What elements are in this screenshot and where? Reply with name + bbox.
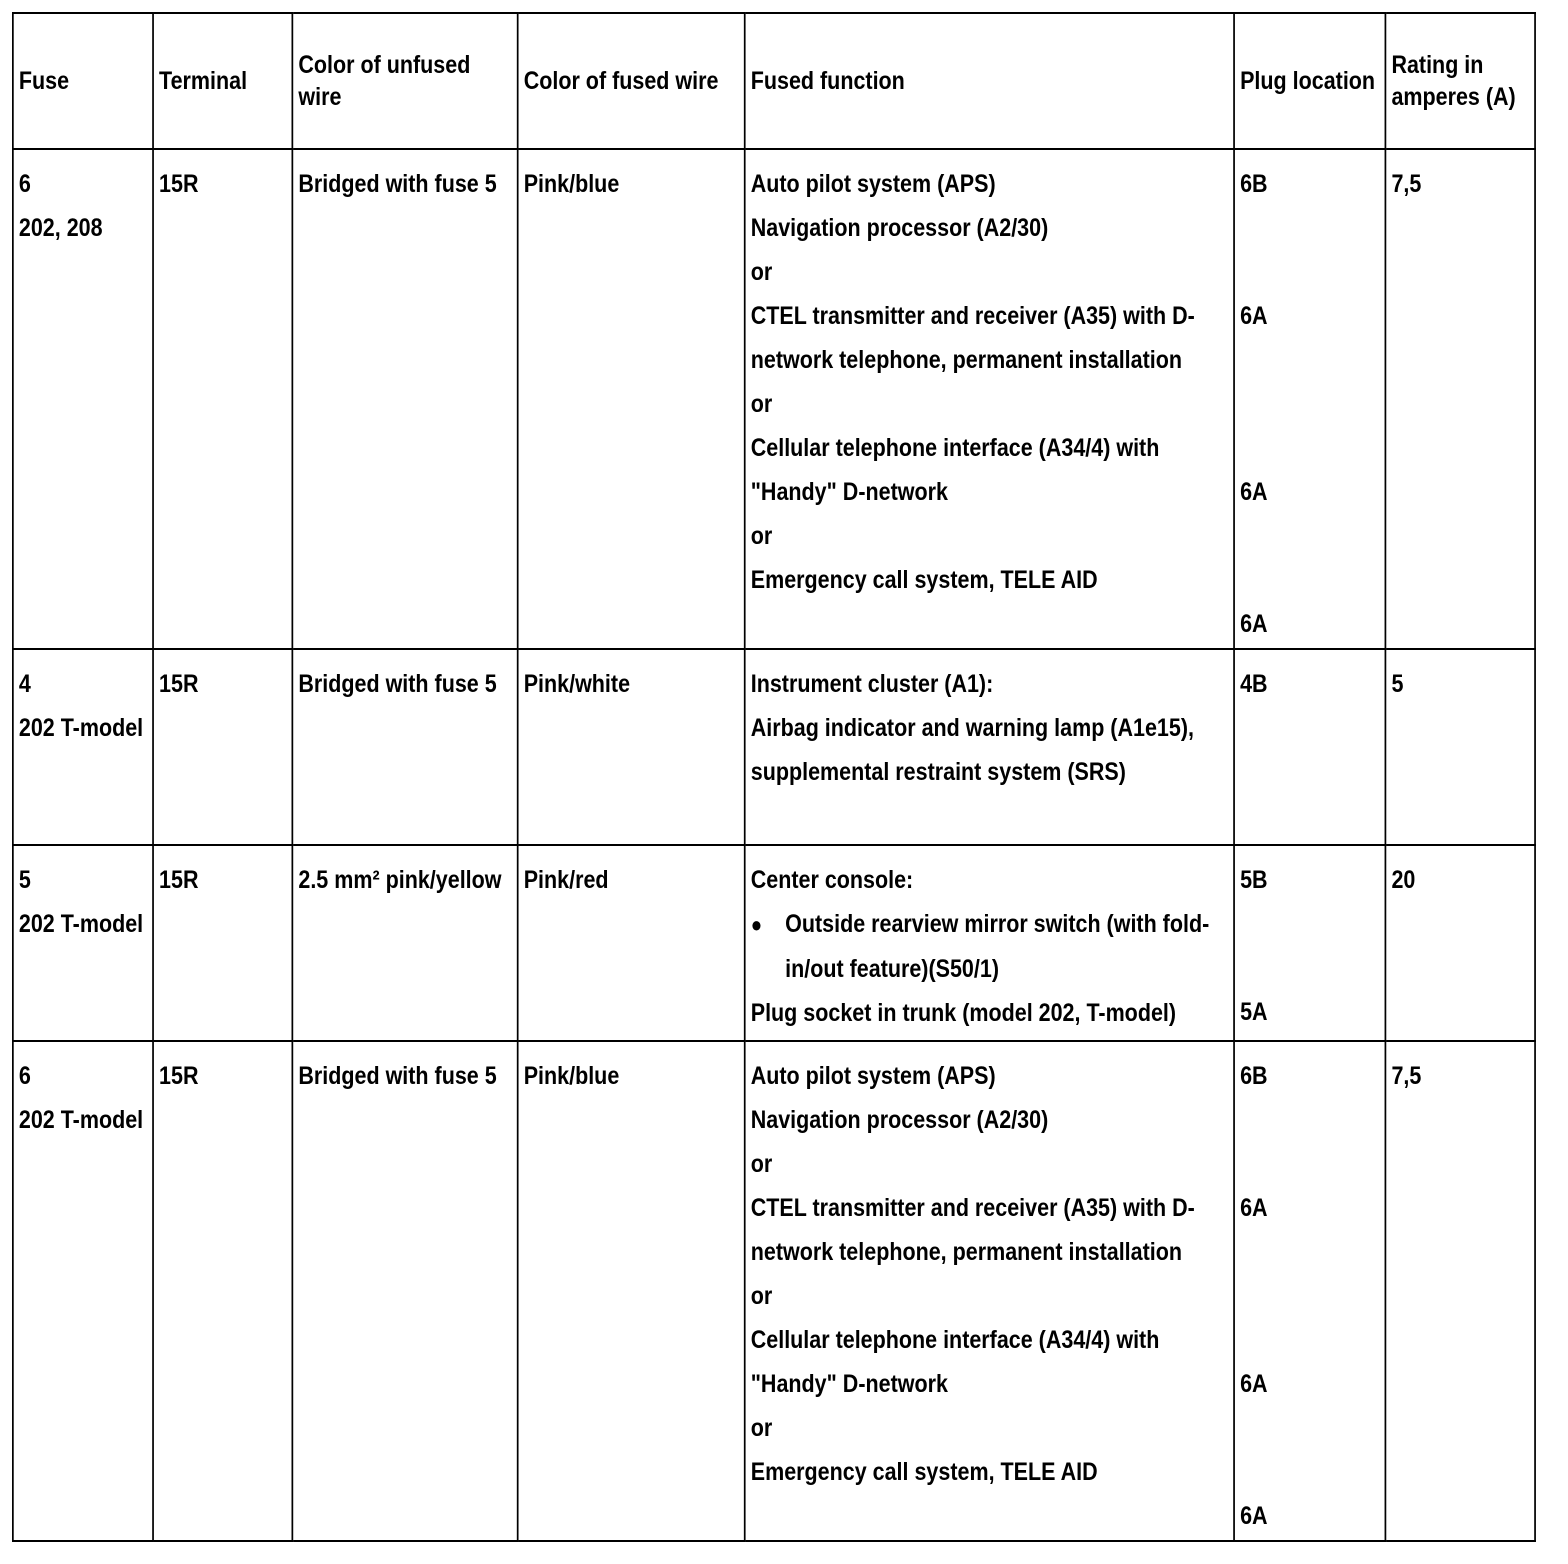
function-line: or	[750, 522, 773, 550]
function-line: CTEL transmitter and receiver (A35) with D-network telephone, permanent installation	[750, 1194, 1195, 1266]
fuse-model: 202 T-model	[18, 910, 144, 938]
function-line: or	[750, 258, 773, 286]
function-line: or	[750, 1414, 773, 1442]
function-line: CTEL transmitter and receiver (A35) with D-network telephone, permanent installation	[750, 302, 1195, 374]
header-fused-function: Fused function	[745, 13, 1234, 149]
plug-value: 6A	[1240, 1194, 1268, 1222]
plug-value: 6A	[1240, 302, 1268, 330]
fused-function-cell	[745, 845, 1234, 1041]
table-row	[13, 649, 1535, 845]
function-line: Navigation processor (A2/30)	[750, 1106, 1049, 1134]
rating-cell: 7,5	[1385, 149, 1535, 649]
header-fuse: Fuse	[13, 13, 153, 149]
function-line: Navigation processor (A2/30)	[750, 214, 1049, 242]
fuse-model: 202, 208	[18, 214, 103, 242]
plug-location-cell	[1234, 149, 1385, 649]
function-line: Airbag indicator and warning lamp (A1e15), supplemental restraint system (SRS)	[750, 714, 1194, 786]
table-header-row	[13, 13, 1535, 149]
fused-wire-cell: Pink/blue	[518, 1041, 745, 1541]
plug-location-cell	[1234, 649, 1385, 845]
plug-value: 6B	[1240, 170, 1268, 198]
function-line: or	[750, 390, 773, 418]
plug-value: 6A	[1240, 610, 1268, 638]
header-fused-wire: Color of fused wire	[518, 13, 745, 149]
header-plug-location: Plug location	[1234, 13, 1385, 149]
function-line: Emergency call system, TELE AID	[750, 1458, 1098, 1486]
fuse-number: 4	[18, 670, 31, 698]
function-line: Auto pilot system (APS)	[750, 170, 996, 198]
unfused-wire-cell: 2.5 mm² pink/yellow	[292, 845, 517, 1041]
function-line: Cellular telephone interface (A34/4) with "Handy" D-network	[750, 434, 1160, 506]
fuse-model: 202 T-model	[18, 1106, 144, 1134]
function-line: or	[750, 1150, 773, 1178]
fuse-cell	[13, 845, 153, 1041]
terminal-cell: 15R	[153, 149, 292, 649]
function-line: Auto pilot system (APS)	[750, 1062, 996, 1090]
plug-value: 6A	[1240, 1370, 1268, 1398]
plug-value: 5B	[1240, 866, 1268, 894]
bullet-icon: ●	[750, 912, 763, 937]
rating-cell: 20	[1385, 845, 1535, 1041]
terminal-cell: 15R	[153, 845, 292, 1041]
plug-value: 6A	[1240, 1502, 1268, 1530]
function-line: Instrument cluster (A1):	[750, 670, 994, 698]
function-line: Center console:	[750, 866, 914, 894]
unfused-wire-cell: Bridged with fuse 5	[292, 649, 517, 845]
rating-cell: 7,5	[1385, 1041, 1535, 1541]
unfused-wire-cell: Bridged with fuse 5	[292, 1041, 517, 1541]
plug-location-cell	[1234, 845, 1385, 1041]
table-row	[13, 149, 1535, 649]
bullet-item	[751, 902, 1228, 991]
fuse-number: 6	[18, 170, 31, 198]
function-line: Outside rearview mirror switch (with fold-in/out feature)(S50/1)	[785, 910, 1210, 983]
fuse-cell	[13, 1041, 153, 1541]
fused-wire-cell: Pink/white	[518, 649, 745, 845]
terminal-cell: 15R	[153, 1041, 292, 1541]
header-rating: Rating in amperes (A)	[1385, 13, 1535, 149]
fuse-cell	[13, 149, 153, 649]
header-unfused-wire: Color of unfused wire	[292, 13, 517, 149]
function-line: or	[750, 1282, 773, 1310]
plug-value: 6B	[1240, 1062, 1268, 1090]
fused-wire-cell: Pink/red	[518, 845, 745, 1041]
unfused-wire-cell: Bridged with fuse 5	[292, 149, 517, 649]
fuse-number: 6	[18, 1062, 31, 1090]
fused-function-cell	[745, 1041, 1234, 1541]
plug-value: 6A	[1240, 478, 1268, 506]
fuse-table	[12, 12, 1536, 1542]
fuse-model: 202 T-model	[18, 714, 144, 742]
table-row	[13, 1041, 1535, 1541]
rating-cell: 5	[1385, 649, 1535, 845]
fused-function-cell	[745, 649, 1234, 845]
header-terminal: Terminal	[153, 13, 292, 149]
plug-location-cell	[1234, 1041, 1385, 1541]
terminal-cell: 15R	[153, 649, 292, 845]
fuse-cell	[13, 649, 153, 845]
fused-wire-cell: Pink/blue	[518, 149, 745, 649]
plug-value: 4B	[1240, 670, 1268, 698]
function-line: Cellular telephone interface (A34/4) with "Handy" D-network	[750, 1326, 1160, 1398]
function-line: Plug socket in trunk (model 202, T-model)	[750, 999, 1177, 1027]
plug-value: 5A	[1240, 998, 1268, 1026]
fused-function-cell	[745, 149, 1234, 649]
table-row	[13, 845, 1535, 1041]
function-line: Emergency call system, TELE AID	[750, 566, 1098, 594]
fuse-number: 5	[18, 866, 31, 894]
